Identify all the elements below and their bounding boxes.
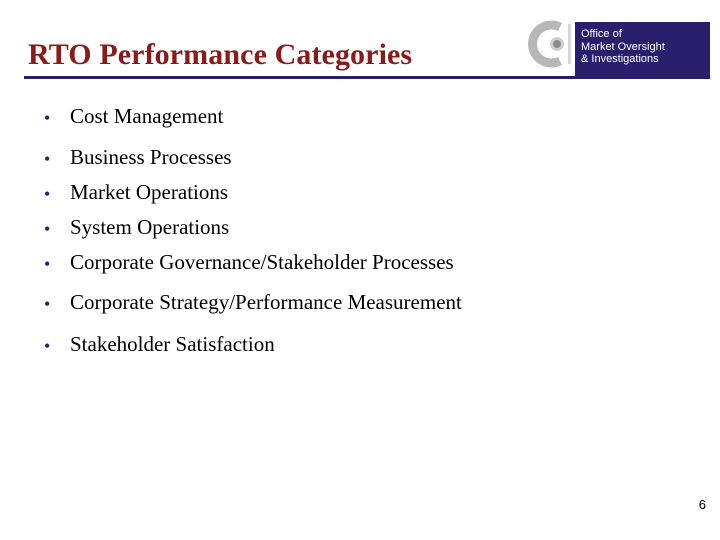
bullet-icon: •: [44, 108, 51, 128]
page-number: 6: [698, 497, 706, 512]
office-line-3: & Investigations: [581, 53, 659, 65]
bullet-icon: •: [44, 219, 51, 239]
bullet-text: Business Processes: [70, 145, 232, 169]
bullet-icon: •: [44, 294, 51, 314]
office-line-1: Office of: [581, 28, 622, 40]
bullet-text: System Operations: [70, 215, 230, 239]
bullet-icon: •: [44, 336, 51, 356]
office-name: [581, 28, 665, 66]
bullet-text: Stakeholder Satisfaction: [70, 332, 275, 356]
ferc-seal-icon: [526, 20, 574, 68]
bullet-icon: •: [44, 149, 51, 169]
bullet-text: Corporate Governance/Stakeholder Processes: [70, 250, 454, 274]
bullet-icon: •: [44, 254, 51, 274]
bullet-text: Cost Management: [70, 104, 224, 128]
bullet-text: Market Operations: [70, 180, 229, 204]
slide-title: RTO Performance Categories: [28, 38, 413, 71]
office-header-bar: [575, 22, 710, 78]
office-line-2: Market Oversight: [581, 40, 665, 53]
bullet-icon: •: [44, 184, 51, 204]
bullet-text: Corporate Strategy/Performance Measurement: [70, 290, 462, 314]
